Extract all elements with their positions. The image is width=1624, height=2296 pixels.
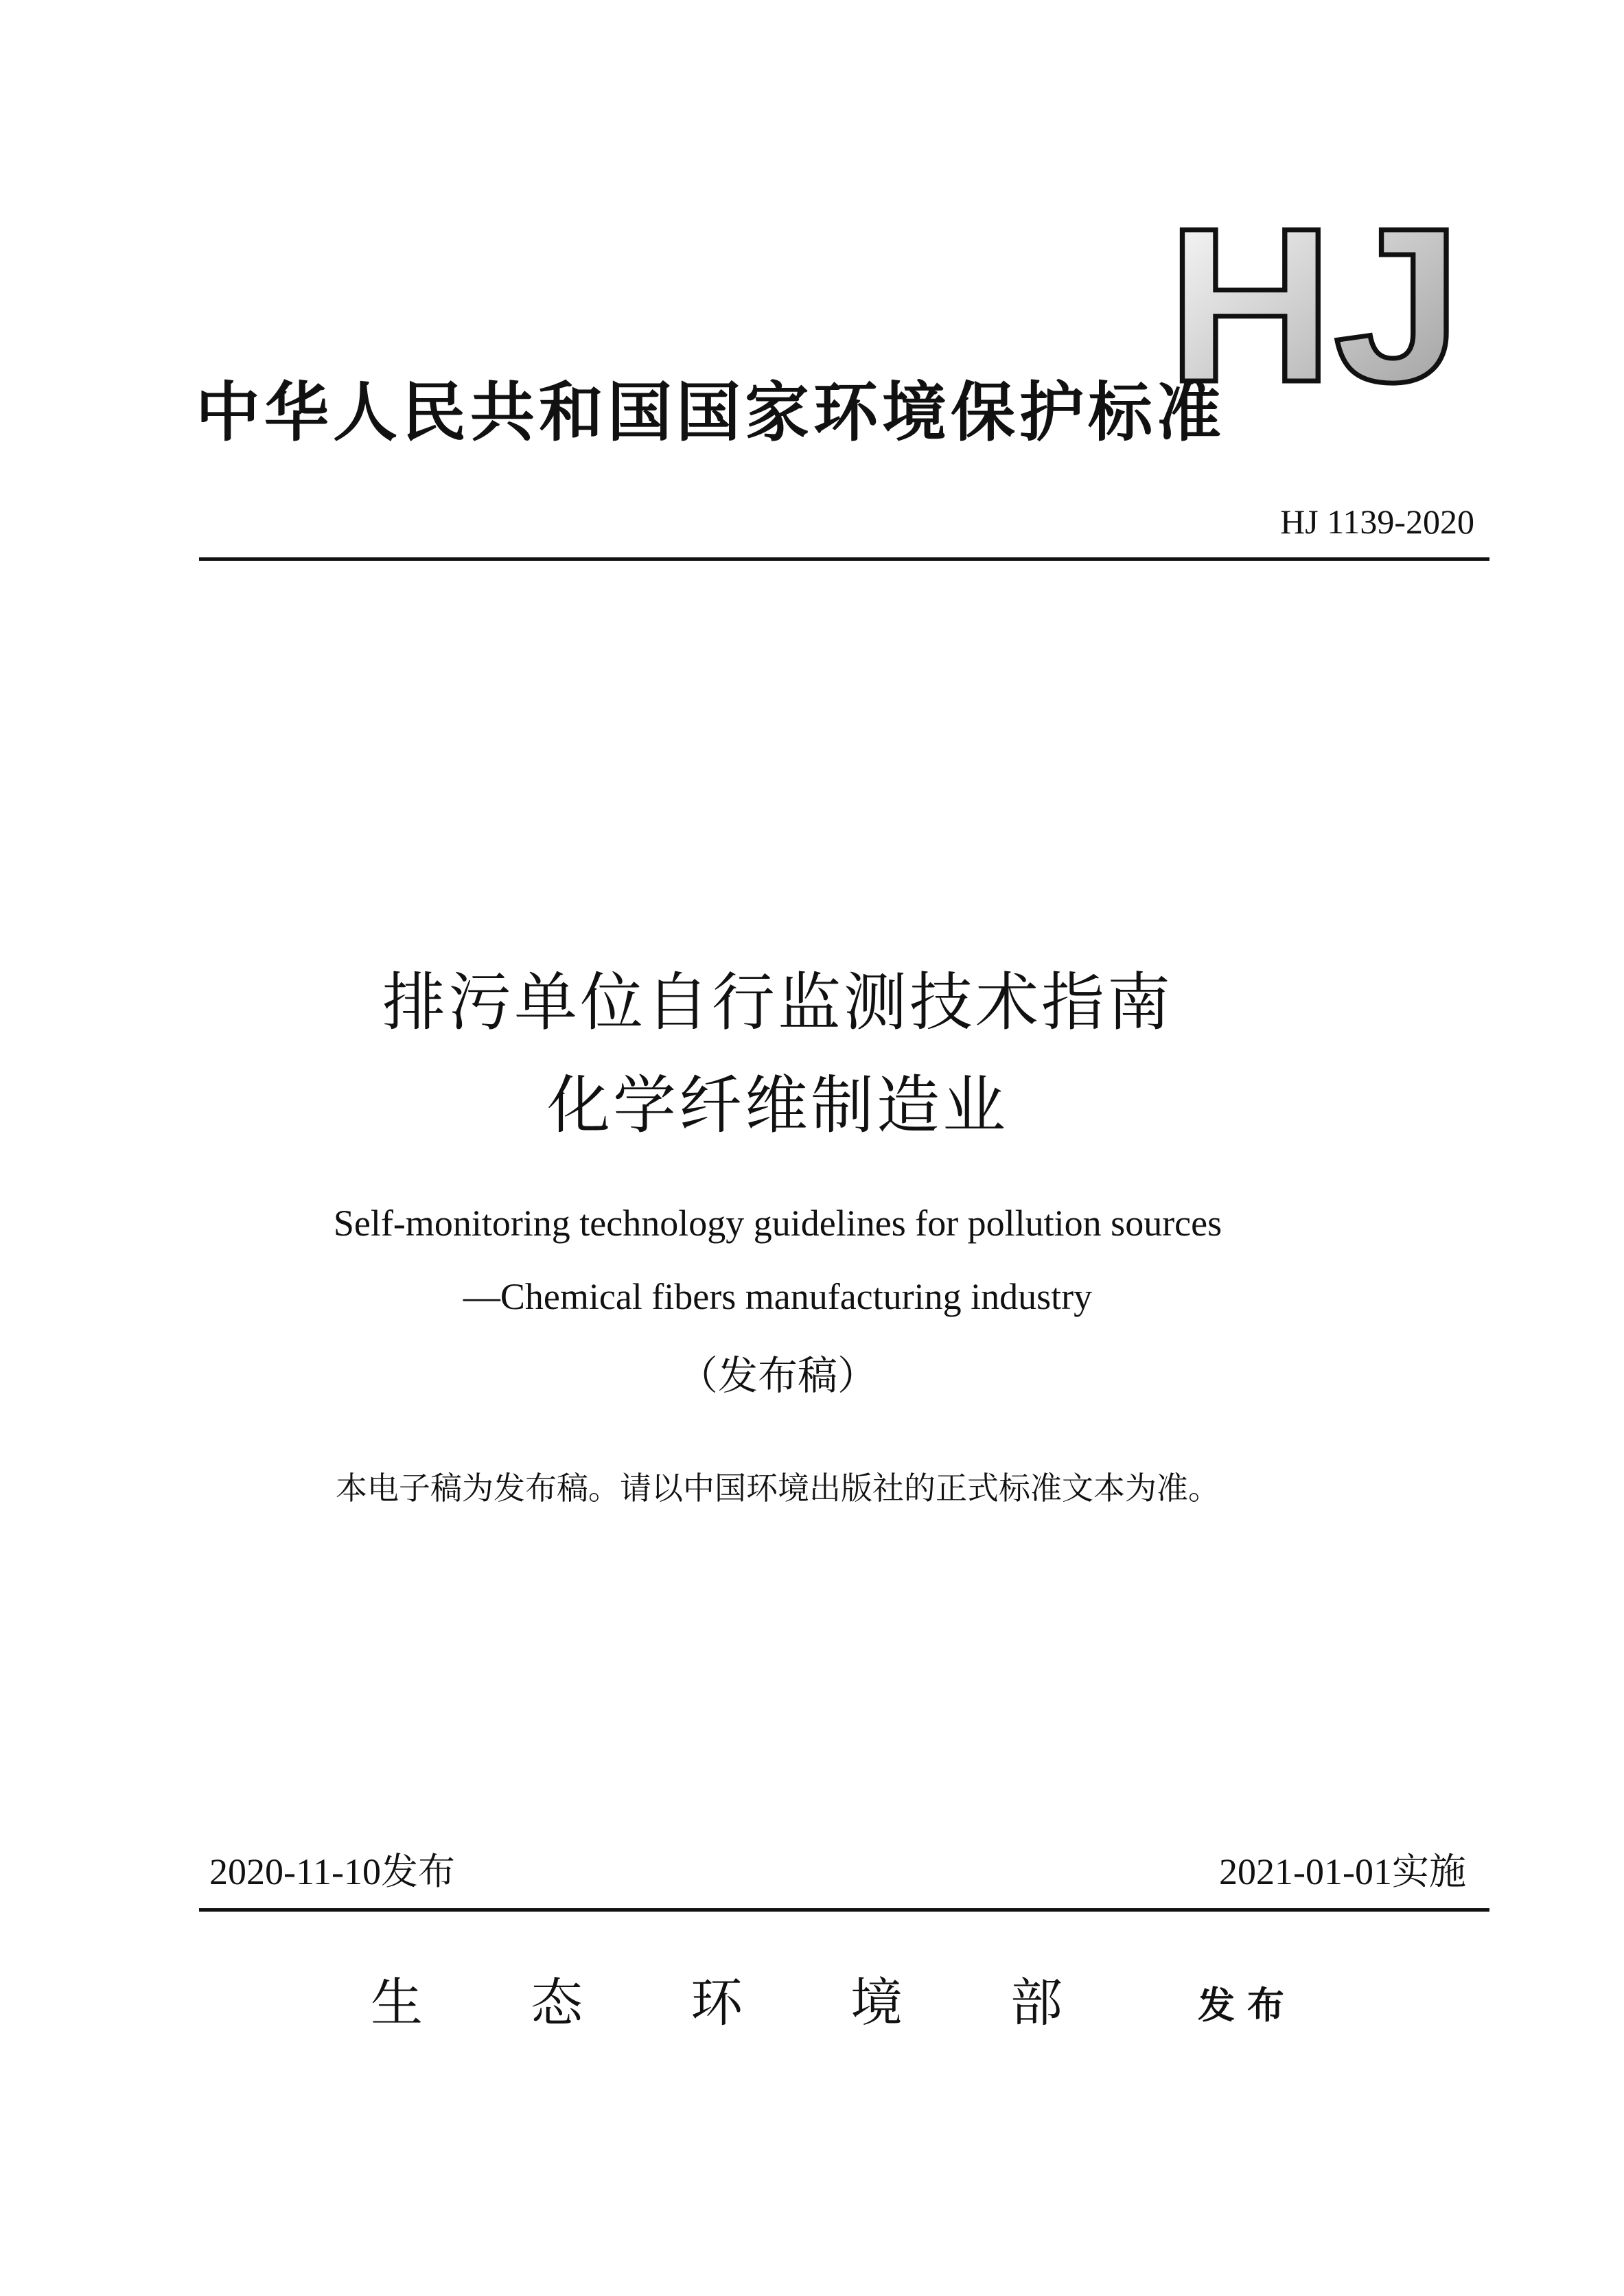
footer-rule: [199, 1908, 1489, 1912]
publisher-char: 境: [850, 1972, 903, 2033]
english-title-line-2: —Chemical fibers manufacturing industry: [463, 1276, 1093, 1317]
publisher-char: 生: [371, 1972, 423, 2033]
hj-logo-text: HJ: [1167, 220, 1462, 391]
publisher-name: [371, 1972, 1170, 2033]
english-title-line-1: Self-monitoring technology guidelines for pollution sources: [333, 1203, 1222, 1244]
publisher-char: 环: [691, 1972, 743, 2033]
title-line-1: 排污单位自行监测技术指南: [382, 966, 1173, 1039]
standard-name: 中华人民共和国国家环境保护标准: [196, 375, 1226, 450]
header-rule: [199, 557, 1489, 561]
issue-date: 2020-11-10发布: [209, 1851, 455, 1892]
hj-logo: [1167, 220, 1469, 391]
draft-label: （发布稿）: [677, 1352, 877, 1399]
standard-number: HJ 1139-2020: [1280, 502, 1474, 541]
publisher-char: 态: [531, 1972, 583, 2033]
publisher-char: 部: [1010, 1972, 1063, 2033]
implementation-date: 2021-01-01实施: [1219, 1851, 1466, 1892]
title-line-2: 化学纤维制造业: [546, 1069, 1008, 1142]
notice-text: 本电子稿为发布稿。请以中国环境出版社的正式标准文本为准。: [336, 1470, 1220, 1507]
publish-action: 发布: [1198, 1984, 1297, 2027]
